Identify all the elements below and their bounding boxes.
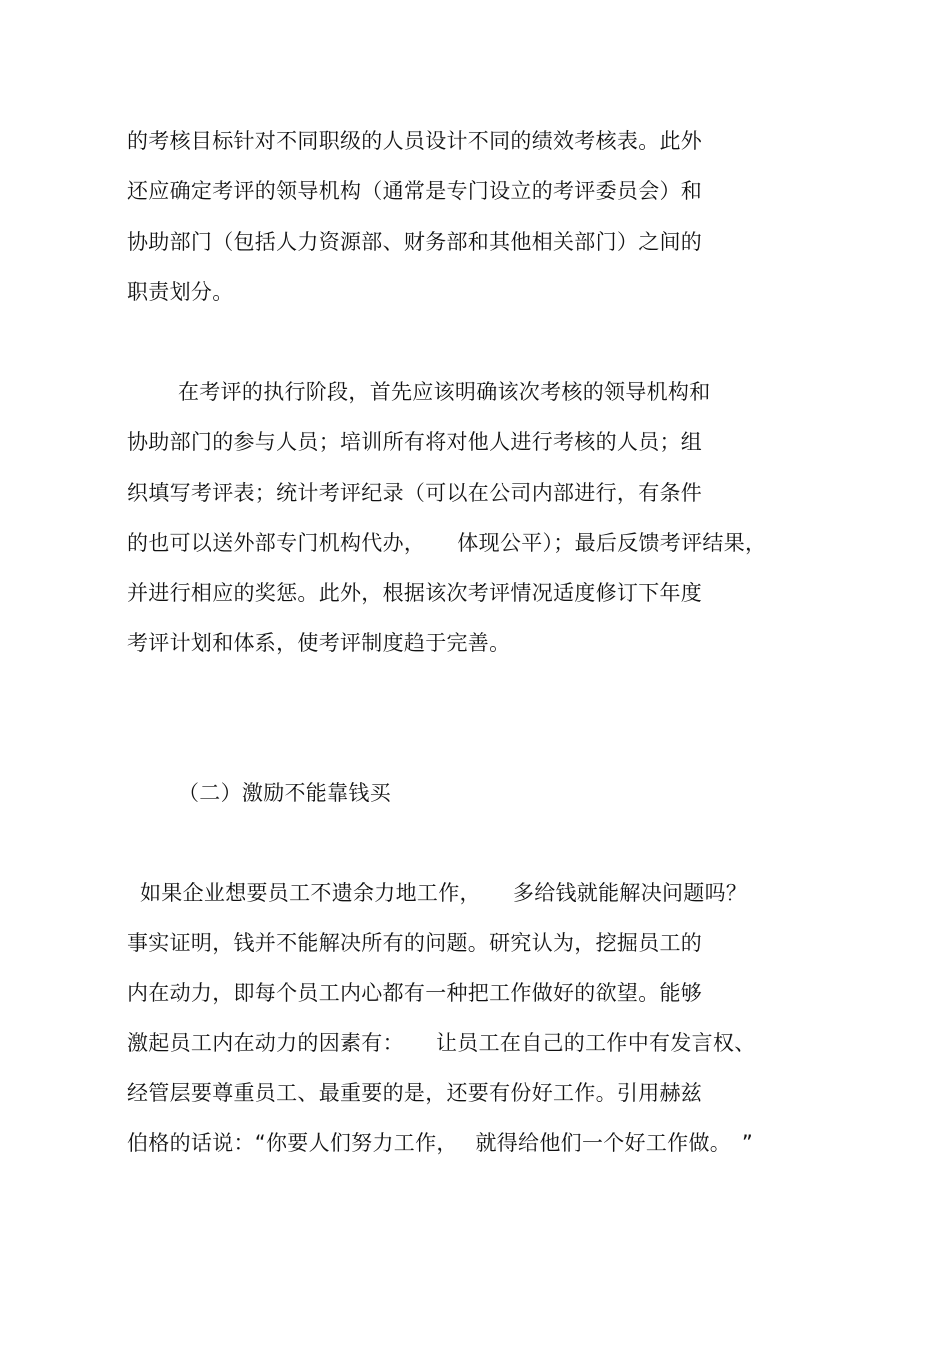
section-heading: （二）激励不能靠钱买 <box>178 781 391 805</box>
paragraph-2-line-1: 在考评的执行阶段，首先应该明确该次考核的领导机构和 <box>178 380 711 404</box>
paragraph-3-line-3: 内在动力，即每个员工内心都有一种把工作做好的欲望。能够 <box>127 981 703 1005</box>
paragraph-3-line-1: 如果企业想要员工不遗余力地工作， 多给钱就能解决问题吗？ <box>140 881 748 905</box>
paragraph-3-line-4: 激起员工内在动力的因素有： 让员工在自己的工作中有发言权、 <box>127 1031 756 1055</box>
paragraph-2-line-6: 考评计划和体系，使考评制度趋于完善。 <box>127 631 511 655</box>
paragraph-3-line-5: 经管层要尊重员工、最重要的是，还要有份好工作。引用赫兹 <box>127 1081 703 1105</box>
paragraph-3-line-6: 伯格的话说：“你要人们努力工作， 就得给他们一个好工作做。 ” <box>127 1131 754 1155</box>
paragraph-2-line-3: 织填写考评表；统计考评纪录（可以在公司内部进行，有条件 <box>127 481 703 505</box>
paragraph-3-line-2: 事实证明，钱并不能解决所有的问题。研究认为，挖掘员工的 <box>127 931 703 955</box>
paragraph-2-line-4: 的也可以送外部专门机构代办， 体现公平）；最后反馈考评结果， <box>127 531 767 555</box>
paragraph-2-line-2: 协助部门的参与人员；培训所有将对他人进行考核的人员；组 <box>127 430 703 454</box>
paragraph-1-line-3: 协助部门（包括人力资源部、财务部和其他相关部门）之间的 <box>127 230 703 254</box>
paragraph-2-line-5: 并进行相应的奖惩。此外，根据该次考评情况适度修订下年度 <box>127 581 703 605</box>
paragraph-1-line-2: 还应确定考评的领导机构（通常是专门设立的考评委员会）和 <box>127 179 703 203</box>
paragraph-1-line-4: 职责划分。 <box>127 280 234 304</box>
paragraph-1-line-1: 的考核目标针对不同职级的人员设计不同的绩效考核表。此外 <box>127 129 703 153</box>
